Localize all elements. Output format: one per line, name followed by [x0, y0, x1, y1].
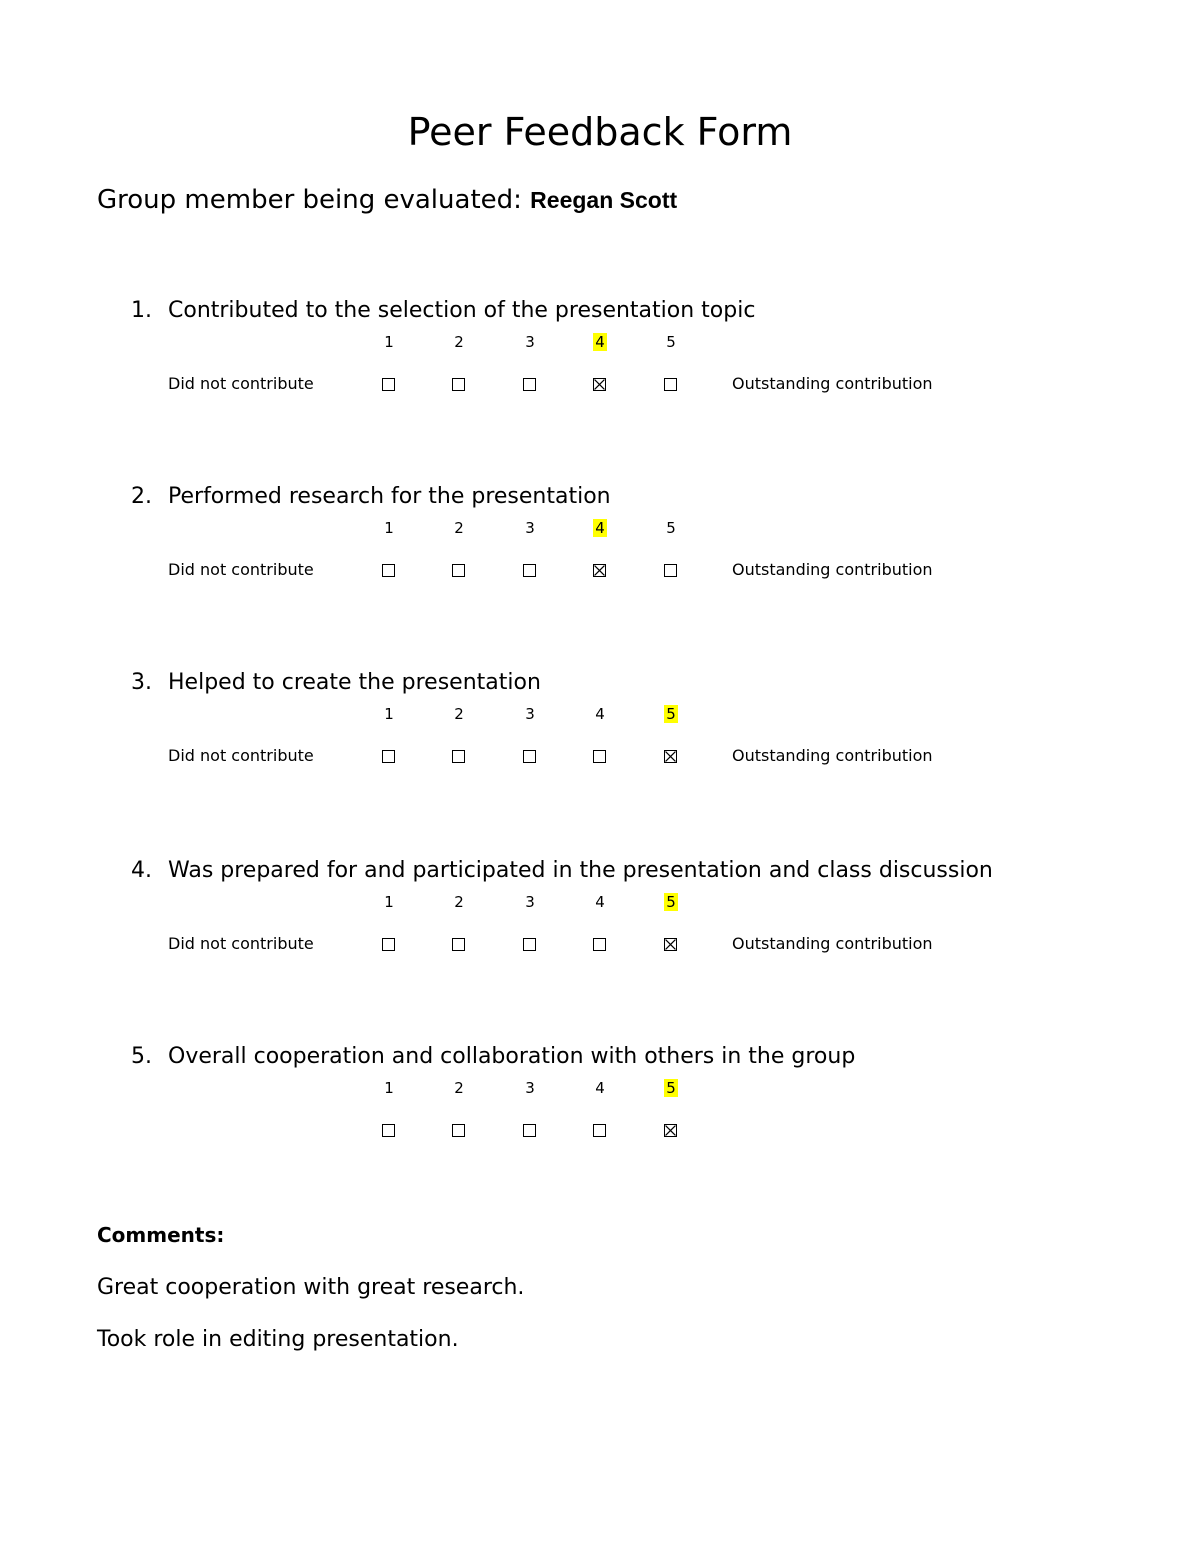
rating-checkbox-checked[interactable] [593, 378, 606, 391]
question-1 [0, 295, 1200, 445]
rating-checkbox[interactable] [664, 378, 677, 391]
scale-label-2: 2 [454, 1079, 464, 1097]
rating-checkbox[interactable] [452, 1124, 465, 1137]
question-3 [0, 667, 1200, 817]
evaluated-member [97, 182, 677, 218]
evaluated-member-label: Group member being evaluated: [97, 185, 531, 215]
rating-checkbox[interactable] [523, 564, 536, 577]
rating-checkbox[interactable] [523, 750, 536, 763]
rating-checkbox[interactable] [593, 938, 606, 951]
scale-label-4: 4 [595, 893, 605, 911]
rating-checkbox-checked[interactable] [664, 750, 677, 763]
scale-label-3: 3 [525, 705, 535, 723]
rating-checkbox[interactable] [523, 938, 536, 951]
scale-label-2: 2 [454, 705, 464, 723]
scale-label-1: 1 [384, 705, 394, 723]
scale-label-4: 4 [595, 1079, 605, 1097]
scale-label-5: 5 [666, 705, 676, 723]
rating-checkbox[interactable] [452, 938, 465, 951]
scale-low-label: Did not contribute [168, 374, 314, 393]
scale-label-5: 5 [666, 519, 676, 537]
scale-high-label: Outstanding contribution [732, 560, 933, 579]
rating-checkbox[interactable] [452, 564, 465, 577]
scale-low-label: Did not contribute [168, 746, 314, 765]
evaluated-member-name: Reegan Scott [530, 187, 678, 213]
checkbox-x-icon [665, 751, 676, 762]
checkbox-x-icon [594, 565, 605, 576]
rating-checkbox-checked[interactable] [664, 1124, 677, 1137]
scale-label-1: 1 [384, 893, 394, 911]
scale-label-3: 3 [525, 1079, 535, 1097]
rating-checkbox[interactable] [664, 564, 677, 577]
question-number: 5. [131, 1044, 152, 1069]
question-text: Performed research for the presentation [168, 484, 611, 509]
scale-label-2: 2 [454, 333, 464, 351]
rating-checkbox[interactable] [382, 938, 395, 951]
scale-high-label: Outstanding contribution [732, 934, 933, 953]
scale-label-2: 2 [454, 519, 464, 537]
question-4 [0, 855, 1200, 1005]
question-text: Helped to create the presentation [168, 670, 541, 695]
scale-label-3: 3 [525, 333, 535, 351]
page-title: Peer Feedback Form [407, 110, 793, 154]
rating-checkbox-checked[interactable] [593, 564, 606, 577]
question-number: 2. [131, 484, 152, 509]
checkbox-x-icon [665, 939, 676, 950]
scale-label-1: 1 [384, 333, 394, 351]
rating-checkbox[interactable] [382, 750, 395, 763]
scale-label-5: 5 [666, 333, 676, 351]
scale-label-1: 1 [384, 519, 394, 537]
checkbox-x-icon [665, 1125, 676, 1136]
question-5 [0, 1041, 1200, 1191]
rating-checkbox[interactable] [593, 750, 606, 763]
rating-checkbox-checked[interactable] [664, 938, 677, 951]
comment-line-1: Great cooperation with great research. [97, 1275, 525, 1300]
scale-label-3: 3 [525, 893, 535, 911]
question-number: 1. [131, 298, 152, 323]
question-number: 4. [131, 858, 152, 883]
scale-label-4: 4 [595, 705, 605, 723]
question-text: Overall cooperation and collaboration with others in the group [168, 1044, 856, 1069]
rating-checkbox[interactable] [593, 1124, 606, 1137]
question-text: Was prepared for and participated in the presentation and class discussion [168, 858, 993, 883]
scale-high-label: Outstanding contribution [732, 746, 933, 765]
scale-label-4: 4 [595, 519, 605, 537]
scale-low-label: Did not contribute [168, 560, 314, 579]
rating-checkbox[interactable] [452, 750, 465, 763]
question-number: 3. [131, 670, 152, 695]
question-2 [0, 481, 1200, 631]
rating-checkbox[interactable] [452, 378, 465, 391]
scale-low-label: Did not contribute [168, 934, 314, 953]
checkbox-x-icon [594, 379, 605, 390]
question-text: Contributed to the selection of the presentation topic [168, 298, 756, 323]
comments-label: Comments: [97, 1223, 225, 1247]
scale-label-3: 3 [525, 519, 535, 537]
scale-label-4: 4 [595, 333, 605, 351]
comment-line-2: Took role in editing presentation. [97, 1327, 459, 1352]
scale-label-1: 1 [384, 1079, 394, 1097]
scale-label-2: 2 [454, 893, 464, 911]
rating-checkbox[interactable] [382, 378, 395, 391]
rating-checkbox[interactable] [523, 378, 536, 391]
scale-label-5: 5 [666, 1079, 676, 1097]
rating-checkbox[interactable] [382, 564, 395, 577]
rating-checkbox[interactable] [523, 1124, 536, 1137]
scale-label-5: 5 [666, 893, 676, 911]
rating-checkbox[interactable] [382, 1124, 395, 1137]
scale-high-label: Outstanding contribution [732, 374, 933, 393]
